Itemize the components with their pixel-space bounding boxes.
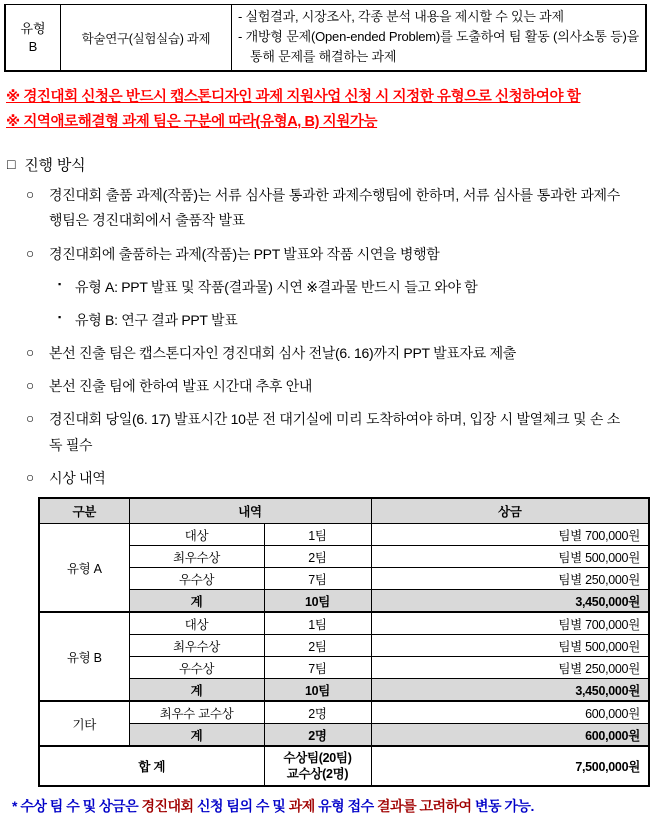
bullet-item <box>26 242 620 267</box>
award-count-cell: 2팀 <box>264 546 371 568</box>
table-row <box>39 524 649 546</box>
bullet-text: 유형 B: 연구 결과 PPT 발표 <box>75 311 238 328</box>
table-row <box>39 612 649 635</box>
award-prize-cell: 팀별 700,000원 <box>371 524 649 546</box>
bullet-item <box>26 341 620 366</box>
award-name-cell: 최우수상 <box>129 635 264 657</box>
group-label-cell: 유형 A <box>39 524 129 613</box>
award-count-cell: 2명 <box>264 701 371 724</box>
footnote-segment: * 수상 팀 수 및 상금은 <box>12 798 142 815</box>
subtotal-label-cell: 계 <box>129 679 264 702</box>
col-header-category: 구분 <box>39 498 129 524</box>
footnote <box>12 796 647 816</box>
circle-bullet-icon: ○ <box>26 411 34 427</box>
subtotal-prize-cell: 3,450,000원 <box>371 590 649 613</box>
bullet-item-award-section <box>26 466 620 491</box>
footnote-segment: 변동 가능. <box>471 798 534 815</box>
circle-bullet-icon: ○ <box>26 187 34 203</box>
section-title: 진행 방식 <box>24 157 86 175</box>
award-prize-cell: 팀별 250,000원 <box>371 657 649 679</box>
bullet-item <box>26 374 620 399</box>
square-bullet-icon: ▪ <box>58 278 61 289</box>
notice-line-2: ※ 지역애로해결형 과제 팀은 구분에 따라(유형A, B) 지원가능 <box>6 113 378 130</box>
subtotal-prize-cell: 600,000원 <box>371 724 649 747</box>
subtotal-row <box>39 724 649 747</box>
award-table <box>38 497 650 787</box>
grand-total-prize-cell: 7,500,000원 <box>371 746 649 786</box>
table-row <box>5 5 646 72</box>
subtotal-count-cell: 10팀 <box>264 590 371 613</box>
grand-total-label-cell: 합 계 <box>39 746 264 786</box>
subtotal-label-cell: 계 <box>129 724 264 747</box>
col-header-detail: 내역 <box>129 498 371 524</box>
square-outline-icon: □ <box>7 156 16 173</box>
award-name-cell: 최우수상 <box>129 546 264 568</box>
sub-bullet-item <box>58 275 618 300</box>
footnote-segment: 경진대회 <box>141 798 194 815</box>
bullet-text: 경진대회에 출품하는 과제(작품)는 PPT 발표와 작품 시연을 병행함 <box>49 245 440 262</box>
type-label-line: B <box>28 38 38 54</box>
award-name-cell: 대상 <box>129 612 264 635</box>
award-count-cell: 7팀 <box>264 568 371 590</box>
award-name-cell: 우수상 <box>129 657 264 679</box>
type-b-label-cell <box>5 5 61 72</box>
type-b-desc-cell <box>232 5 647 72</box>
bullet-text: 본선 진출 팀에 한하여 발표 시간대 추후 안내 <box>49 378 313 395</box>
circle-bullet-icon: ○ <box>26 345 34 361</box>
bullet-text: 유형 A: PPT 발표 및 작품(결과물) 시연 ※결과물 반드시 들고 와야 함 <box>75 278 478 295</box>
footnote-segment: 과제 <box>288 798 315 815</box>
section-heading <box>7 154 647 175</box>
grand-total-detail-line: 교수상(2명) <box>286 767 349 782</box>
bullet-text: 경진대회 출품 과제(작품)는 서류 심사를 통과한 과제수행팀에 한하며, 서류 심사를 통과한 과제수행팀은 경진대회에서 출품작 발표 <box>49 187 620 229</box>
award-name-cell: 우수상 <box>129 568 264 590</box>
footnote-segment: 유형 접수 <box>314 798 378 815</box>
subtotal-label-cell: 계 <box>129 590 264 613</box>
grand-total-detail-cell <box>264 746 371 786</box>
bullet-text: 경진대회 당일(6. 17) 발표시간 10분 전 대기실에 미리 도착하여야 하며, 입장 시 발열체크 및 손 소독 필수 <box>49 411 620 453</box>
grand-total-row <box>39 746 649 786</box>
footnote-segment: 결과를 고려하여 <box>377 798 472 815</box>
subtotal-row <box>39 679 649 702</box>
bullet-text: 시상 내역 <box>49 469 106 486</box>
bullet-list <box>4 183 647 491</box>
award-prize-cell: 팀별 500,000원 <box>371 546 649 568</box>
square-bullet-icon: ▪ <box>58 311 61 322</box>
bullet-text: 본선 진출 팀은 캡스톤디자인 경진대회 심사 전날(6. 16)까지 PPT 발표자료 제출 <box>49 345 517 362</box>
subtotal-count-cell: 10팀 <box>264 679 371 702</box>
group-label-cell: 기타 <box>39 701 129 746</box>
circle-bullet-icon: ○ <box>26 245 34 261</box>
subtotal-prize-cell: 3,450,000원 <box>371 679 649 702</box>
type-label-line: 유형 <box>20 21 46 37</box>
award-name-cell: 대상 <box>129 524 264 546</box>
notice-block <box>6 85 647 134</box>
bullet-item <box>26 407 620 457</box>
award-count-cell: 1팀 <box>264 612 371 635</box>
award-name-cell: 최우수 교수상 <box>129 701 264 724</box>
award-prize-cell: 팀별 500,000원 <box>371 635 649 657</box>
award-count-cell: 2팀 <box>264 635 371 657</box>
table-row <box>39 635 649 657</box>
circle-bullet-icon: ○ <box>26 469 34 485</box>
circle-bullet-icon: ○ <box>26 378 34 394</box>
table-row <box>39 657 649 679</box>
table-header-row <box>39 498 649 524</box>
grand-total-detail-line: 수상팀(20팀) <box>283 750 352 765</box>
award-prize-cell: 600,000원 <box>371 701 649 724</box>
table-row <box>39 546 649 568</box>
notice-line-1: ※ 경진대회 신청은 반드시 캡스톤디자인 과제 지원사업 신청 시 지정한 유형으로 신청하여야 함 <box>6 89 581 106</box>
col-header-prize: 상금 <box>371 498 649 524</box>
sub-bullet-item <box>58 308 618 333</box>
award-prize-cell: 팀별 700,000원 <box>371 612 649 635</box>
type-definition-table <box>4 4 647 72</box>
award-count-cell: 7팀 <box>264 657 371 679</box>
award-count-cell: 1팀 <box>264 524 371 546</box>
desc-line: - 실험결과, 시장조사, 각종 분석 내용을 제시할 수 있는 과제 <box>238 9 564 24</box>
desc-line: - 개방형 문제(Open-ended Problem)를 도출하여 팀 활동 (의사소통 등)을 통해 문제를 해결하는 과제 <box>238 29 639 65</box>
footnote-segment: 신청 팀의 수 및 <box>193 798 289 815</box>
table-row <box>39 568 649 590</box>
award-prize-cell: 팀별 250,000원 <box>371 568 649 590</box>
group-label-cell: 유형 B <box>39 612 129 701</box>
table-row <box>39 701 649 724</box>
subtotal-row <box>39 590 649 613</box>
subtotal-count-cell: 2명 <box>264 724 371 747</box>
type-b-category-cell: 학술연구(실험실습) 과제 <box>61 5 232 72</box>
bullet-item <box>26 183 620 233</box>
